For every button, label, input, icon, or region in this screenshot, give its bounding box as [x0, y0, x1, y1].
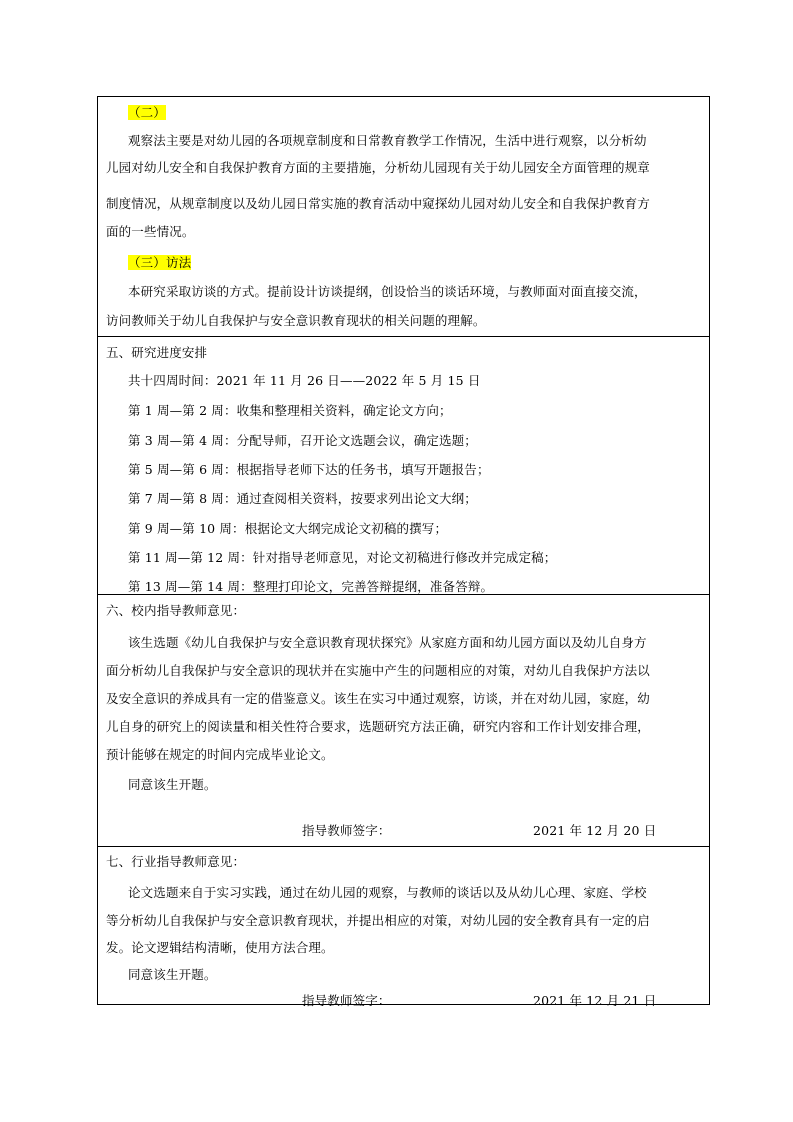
- advisor-opinion-title: 六、校内指导教师意见：: [106, 603, 246, 618]
- observation-line-4: 面的一些情况。: [106, 224, 195, 239]
- schedule-item: 第 7 周—第 8 周：通过查阅相关资料，按要求列出论文大纲；: [128, 491, 477, 506]
- advisor-opinion-section: [98, 595, 709, 847]
- advisor-agree: 同意该生开题。: [128, 777, 217, 792]
- advisor-opinion-line-4: 儿自身的研究上的阅读量和相关性符合要求，选题研究方法正确，研究内容和工作计划安排合理，: [106, 719, 650, 734]
- industry-agree: 同意该生开题。: [128, 967, 217, 982]
- industry-sign-date: 2021 年 12 月 21 日: [533, 993, 657, 1008]
- heading-observation: （二）: [128, 105, 166, 120]
- schedule-item: 第 11 周—第 12 周：针对指导老师意见，对论文初稿进行修改并完成定稿；: [128, 550, 557, 565]
- industry-sign-label: 指导教师签字：: [302, 993, 391, 1008]
- research-method-section: [98, 97, 709, 337]
- advisor-opinion-line-3: 及安全意识的养成具有一定的借鉴意义。该生在实习中通过观察，访谈，并在对幼儿园，家庭，幼: [106, 691, 650, 706]
- advisor-opinion-line-5: 预计能够在规定的时间内完成毕业论文。: [106, 747, 334, 762]
- industry-opinion-section: [98, 847, 709, 1008]
- advisor-opinion-line-1: 该生选题《幼儿自我保护与安全意识教育现状探究》从家庭方面和幼儿园方面以及幼儿自身方: [128, 635, 647, 650]
- advisor-sign-label: 指导教师签字：: [302, 823, 391, 838]
- observation-line-2: 儿园对幼儿安全和自我保护教育方面的主要措施，分析幼儿园现有关于幼儿园安全方面管理的规章: [106, 160, 650, 175]
- schedule-item: 第 13 周—第 14 周：整理打印论文，完善答辩提纲，准备答辩。: [128, 579, 494, 594]
- interview-line-2: 访问教师关于幼儿自我保护与安全意识教育现状的相关问题的理解。: [106, 313, 486, 328]
- advisor-opinion-line-2: 面分析幼儿自我保护与安全意识的现状并在实施中产生的问题相应的对策，对幼儿自我保护方法以: [106, 663, 650, 678]
- schedule-item: 第 3 周—第 4 周：分配导师，召开论文选题会议，确定选题；: [128, 433, 477, 448]
- heading-interview: （三）访法: [128, 255, 192, 270]
- schedule-title: 五、研究进度安排: [106, 345, 208, 360]
- observation-line-1: 观察法主要是对幼儿园的各项规章制度和日常教育教学工作情况，生活中进行观察，以分析幼: [128, 133, 647, 148]
- schedule-item: 第 5 周—第 6 周：根据指导老师下达的任务书，填写开题报告；: [128, 462, 490, 477]
- industry-opinion-line-1: 论文选题来自于实习实践，通过在幼儿园的观察，与教师的谈话以及从幼儿心理、家庭、学校: [128, 885, 647, 900]
- advisor-sign-date: 2021 年 12 月 20 日: [533, 823, 657, 838]
- industry-opinion-line-2: 等分析幼儿自我保护与安全意识教育现状，并提出相应的对策，对幼儿园的安全教育具有一定的启: [106, 913, 650, 928]
- observation-line-3: 制度情况，从规章制度以及幼儿园日常实施的教育活动中窥探幼儿园对幼儿安全和自我保护教育方: [106, 196, 650, 211]
- report-table: [97, 96, 710, 1008]
- industry-opinion-title: 七、行业指导教师意见：: [106, 854, 246, 869]
- schedule-section: [98, 337, 709, 595]
- schedule-total: 共十四周时间：2021 年 11 月 26 日——2022 年 5 月 15 日: [128, 373, 481, 388]
- industry-opinion-line-3: 发。论文逻辑结构清晰，使用方法合理。: [106, 940, 334, 955]
- schedule-item: 第 9 周—第 10 周：根据论文大纲完成论文初稿的撰写；: [128, 521, 448, 536]
- interview-line-1: 本研究采取访谈的方式。提前设计访谈提纲，创设恰当的谈话环境，与教师面对面直接交流，: [128, 284, 647, 299]
- schedule-item: 第 1 周—第 2 周：收集和整理相关资料，确定论文方向；: [128, 403, 452, 418]
